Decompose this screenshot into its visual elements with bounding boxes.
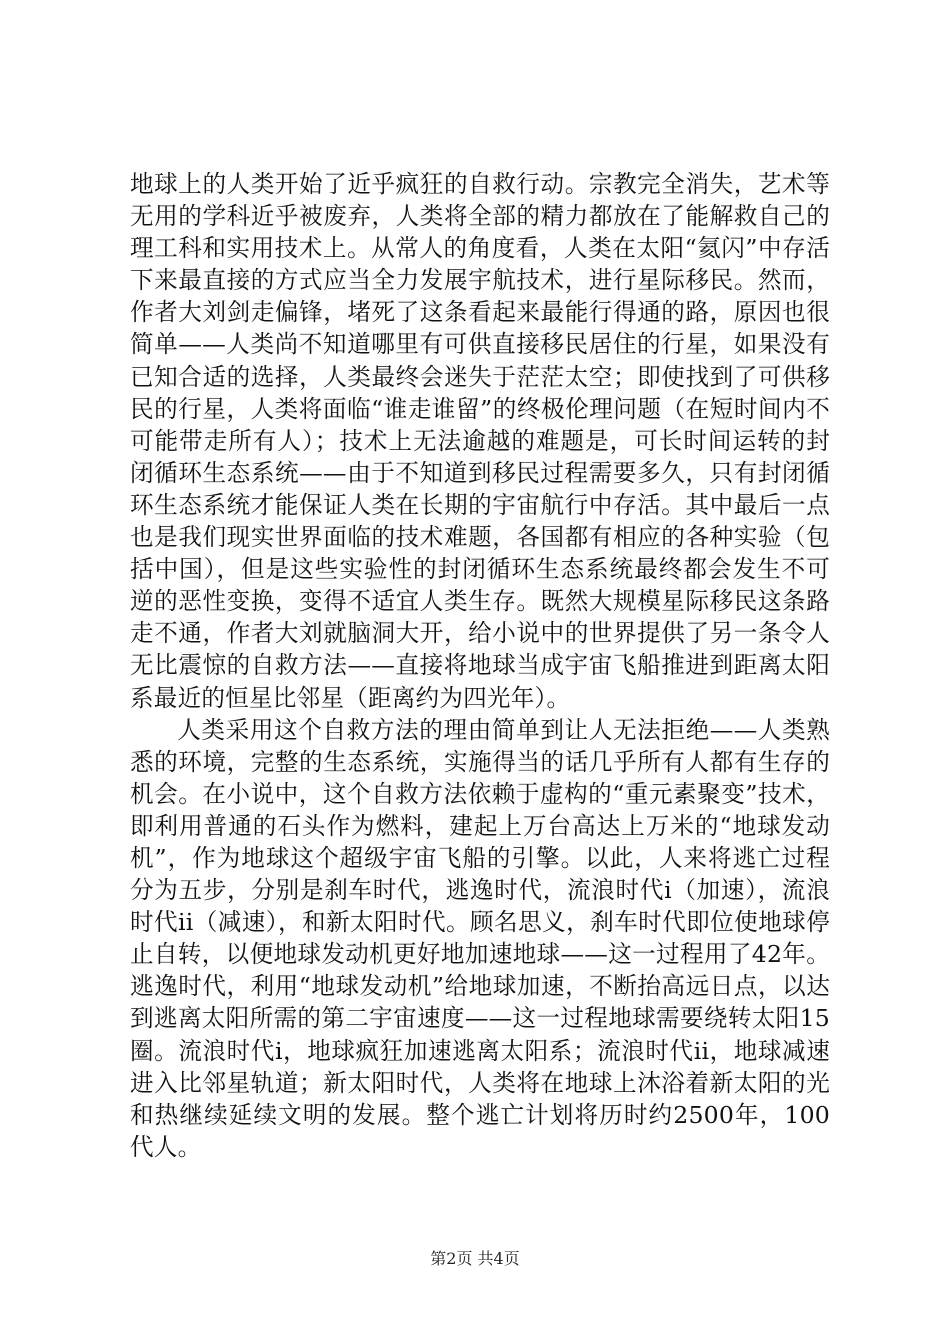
paragraph-2: 人类采用这个自救方法的理由简单到让人无法拒绝——人类熟悉的环境，完整的生态系统，实施得当的话几乎所有人都有生存的机会。在小说中，这个自救方法依赖于虚构的“重元素聚变”技术，即利用普通的石头作为燃料，建起上万台高达上万米的“地球发动机”，作为地球这个超级宇宙飞船的引擎。以此，人来将逃亡过程分为五步，分别是刹车时代，逃逸时代，流浪时代i（加速），流浪时代ii（减速），和新太阳时代。顾名思义，刹车时代即位使地球停止自转，以便地球发动机更好地加速地球——这一过程用了42年。逃逸时代，利用“地球发动机”给地球加速，不断抬高远日点，以达到逃离太阳所需的第二宇宙速度——这一过程地球需要绕转太阳15圈。流浪时代i，地球疯狂加速逃离太阳系；流浪时代ii，地球减速进入比邻星轨道；新太阳时代，人类将在地球上沐浴着新太阳的光和热继续延续文明的发展。整个逃亡计划将历时约2500年，100代人。	[130, 715, 830, 1161]
page-footer: 第2页 共4页	[430, 1249, 520, 1268]
body-text	[130, 168, 830, 1163]
paragraph-1: 地球上的人类开始了近乎疯狂的自救行动。宗教完全消失，艺术等无用的学科近乎被废弃，人类将全部的精力都放在了能解救自己的理工科和实用技术上。从常人的角度看，人类在太阳“氦闪”中存活下来最直接的方式应当全力发展宇航技术，进行星际移民。然而，作者大刘剑走偏锋，堵死了这条看起来最能行得通的路，原因也很简单——人类尚不知道哪里有可供直接移民居住的行星，如果没有已知合适的选择，人类最终会迷失于茫茫太空；即使找到了可供移民的行星，人类将面临“谁走谁留”的终极伦理问题（在短时间内不可能带走所有人）；技术上无法逾越的难题是，可长时间运转的封闭循环生态系统——由于不知道到移民过程需要多久，只有封闭循环生态系统才能保证人类在长期的宇宙航行中存活。其中最后一点也是我们现实世界面临的技术难题，各国都有相应的各种实验（包括中国），但是这些实验性的封闭循环生态系统最终都会发生不可逆的恶性变换，变得不适宜人类生存。既然大规模星际移民这条路走不通，作者大刘就脑洞大开，给小说中的世界提供了另一条令人无比震惊的自救方法——直接将地球当成宇宙飞船推进到距离太阳系最近的恒星比邻星（距离约为四光年）。	[130, 170, 830, 712]
